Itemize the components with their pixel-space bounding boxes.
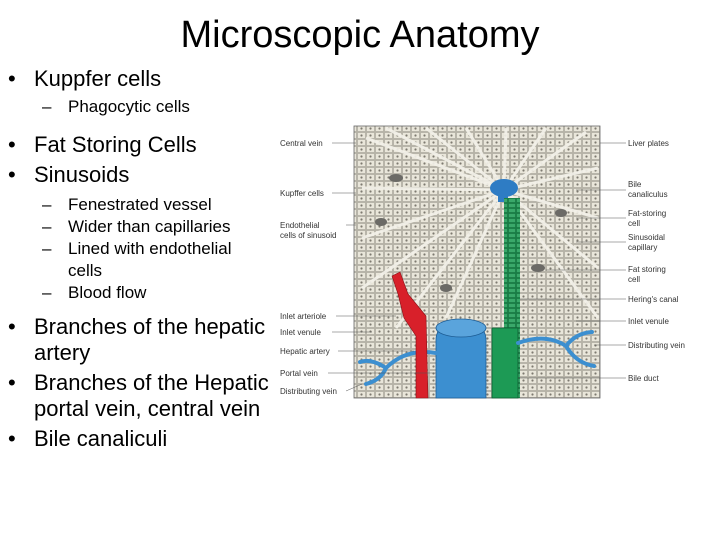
label-capillary: capillary (628, 243, 658, 252)
slide-title: Microscopic Anatomy (180, 14, 540, 56)
label-cells-of-sinusoid: cells of sinusoid (280, 231, 337, 240)
label-bile: Bile (628, 180, 642, 189)
label-herings-canal: Hering's canal (628, 295, 679, 304)
bullet-item: • Kuppfer cells (8, 66, 162, 91)
label-liver-plates: Liver plates (628, 139, 669, 148)
label-cell-1: cell (628, 219, 641, 228)
label-hepatic-artery: Hepatic artery (280, 347, 330, 356)
label-endothelial: Endothelial (280, 221, 320, 230)
label-inlet-arteriole: Inlet arteriole (280, 312, 327, 321)
sub-bullet-item: – Phagocytic cells (42, 97, 190, 116)
bullet-item: • Sinusoids (8, 162, 130, 187)
sub-bullet-item: – Blood flow (42, 283, 147, 302)
label-inlet-venule-right: Inlet venule (628, 317, 669, 326)
bullet-item: • Fat Storing Cells (8, 132, 197, 157)
label-central-vein: Central vein (280, 139, 323, 148)
label-canaliculus: canaliculus (628, 190, 668, 199)
label-portal-vein: Portal vein (280, 369, 318, 378)
label-inlet-venule: Inlet venule (280, 328, 321, 337)
label-fat-storing-1: Fat-storing (628, 209, 667, 218)
liver-lobule-diagram (276, 118, 700, 400)
label-bile-duct: Bile duct (628, 374, 659, 383)
sub-bullet-item: – Wider than capillaries (42, 217, 231, 236)
bullet-item: • Bile canaliculi (8, 426, 168, 451)
bullet-item: • Branches of the hepatic artery (8, 314, 266, 365)
bullet-list (8, 62, 270, 452)
label-kupffer-cells: Kupffer cells (280, 189, 324, 198)
label-sinusoidal: Sinusoidal (628, 233, 665, 242)
label-distributing-vein-right: Distributing vein (628, 341, 685, 350)
label-fat-storing-2: Fat storing (628, 265, 666, 274)
sub-bullet-item: – Lined with endothelial cells (42, 239, 232, 280)
label-distributing-vein: Distributing vein (280, 387, 337, 396)
label-cell-2: cell (628, 275, 641, 284)
bullet-item: • Branches of the Hepatic portal vein, central vein (8, 370, 269, 421)
sub-bullet-item: – Fenestrated vessel (42, 195, 212, 214)
